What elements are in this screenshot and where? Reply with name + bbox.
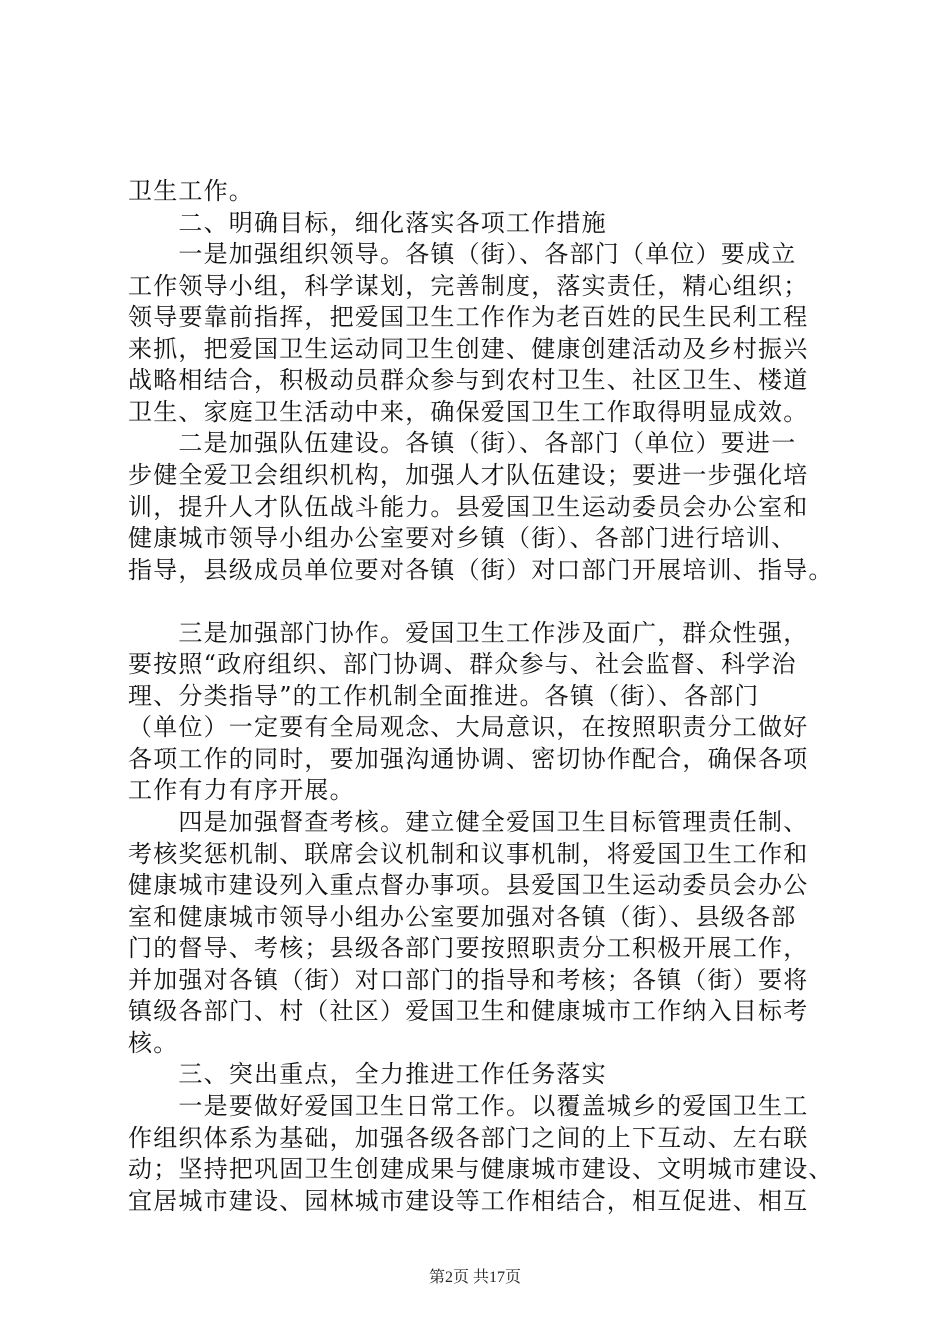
text-line: 步健全爱卫会组织机构，加强人才队伍建设；要进一步强化培 — [128, 460, 809, 489]
text-line: （单位）一定要有全局观念、大局意识，在按照职责分工做好 — [128, 713, 809, 742]
text-line: 健康城市建设列入重点督办事项。县爱国卫生运动委员会办公 — [128, 871, 809, 900]
text-line: 工作有力有序开展。 — [128, 776, 355, 805]
text-line: 考核奖惩机制、联席会议机制和议事机制，将爱国卫生工作和 — [128, 839, 809, 868]
text-line: 四是加强督查考核。建立健全爱国卫生目标管理责任制、 — [128, 808, 809, 836]
text-line: 三是加强部门协作。爱国卫生工作涉及面广，群众性强， — [128, 618, 809, 647]
text-line: 健康城市领导小组办公室要对乡镇（街）、各部门进行培训、 — [128, 524, 797, 553]
text-line: 宜居城市建设、园林城市建设等工作相结合，相互促进、相互 — [128, 1186, 809, 1215]
text-line: 战略相结合，积极动员群众参与到农村卫生、社区卫生、楼道 — [128, 366, 809, 395]
text-line: 镇级各部门、村（社区）爱国卫生和健康城市工作纳入目标考 — [128, 997, 809, 1026]
text-line: 并加强对各镇（街）对口部门的指导和考核；各镇（街）要将 — [128, 965, 809, 994]
text-line: 核。 — [128, 1028, 179, 1057]
text-line: 动；坚持把巩固卫生创建成果与健康城市建设、文明城市建设、 — [128, 1155, 834, 1184]
text-line: 三、突出重点，全力推进工作任务落实 — [128, 1060, 607, 1089]
page-footer: 第2页 共17页 — [428, 1269, 521, 1286]
text-line: 二、明确目标，细化落实各项工作措施 — [128, 208, 607, 237]
text-line: 来抓，把爱国卫生运动同卫生创建、健康创建活动及乡村振兴 — [128, 334, 809, 363]
text-line: 室和健康城市领导小组办公室要加强对各镇（街）、县级各部 — [128, 902, 797, 931]
text-line: 二是加强队伍建设。各镇（街）、各部门（单位）要进一 — [128, 429, 797, 458]
text-line: 训，提升人才队伍战斗能力。县爱国卫生运动委员会办公室和 — [128, 492, 809, 521]
text-line: 门的督导、考核；县级各部门要按照职责分工积极开展工作， — [128, 934, 809, 963]
text-line: 指导，县级成员单位要对各镇（街）对口部门开展培训、指导。 — [128, 555, 834, 584]
text-line: 领导要靠前指挥，把爱国卫生工作作为老百姓的民生民利工程 — [128, 303, 809, 332]
text-line: 各项工作的同时，要加强沟通协调、密切协作配合，确保各项 — [128, 744, 809, 773]
text-line: 卫生、家庭卫生活动中来，确保爱国卫生工作取得明显成效。 — [128, 397, 809, 426]
text-line: 要按照“政府组织、部门协调、群众参与、社会监督、科学治 — [128, 650, 797, 679]
text-line: 作组织体系为基础，加强各级各部门之间的上下互动、左右联 — [128, 1123, 809, 1152]
text-line: 一是加强组织领导。各镇（街）、各部门（单位）要成立 — [128, 240, 797, 269]
text-line: 一是要做好爱国卫生日常工作。以覆盖城乡的爱国卫生工 — [128, 1091, 809, 1120]
text-line: 工作领导小组，科学谋划，完善制度，落实责任，精心组织； — [128, 271, 809, 300]
text-line: 理、分类指导”的工作机制全面推进。各镇（街）、各部门 — [128, 681, 760, 710]
text-line: 卫生工作。 — [128, 177, 254, 205]
